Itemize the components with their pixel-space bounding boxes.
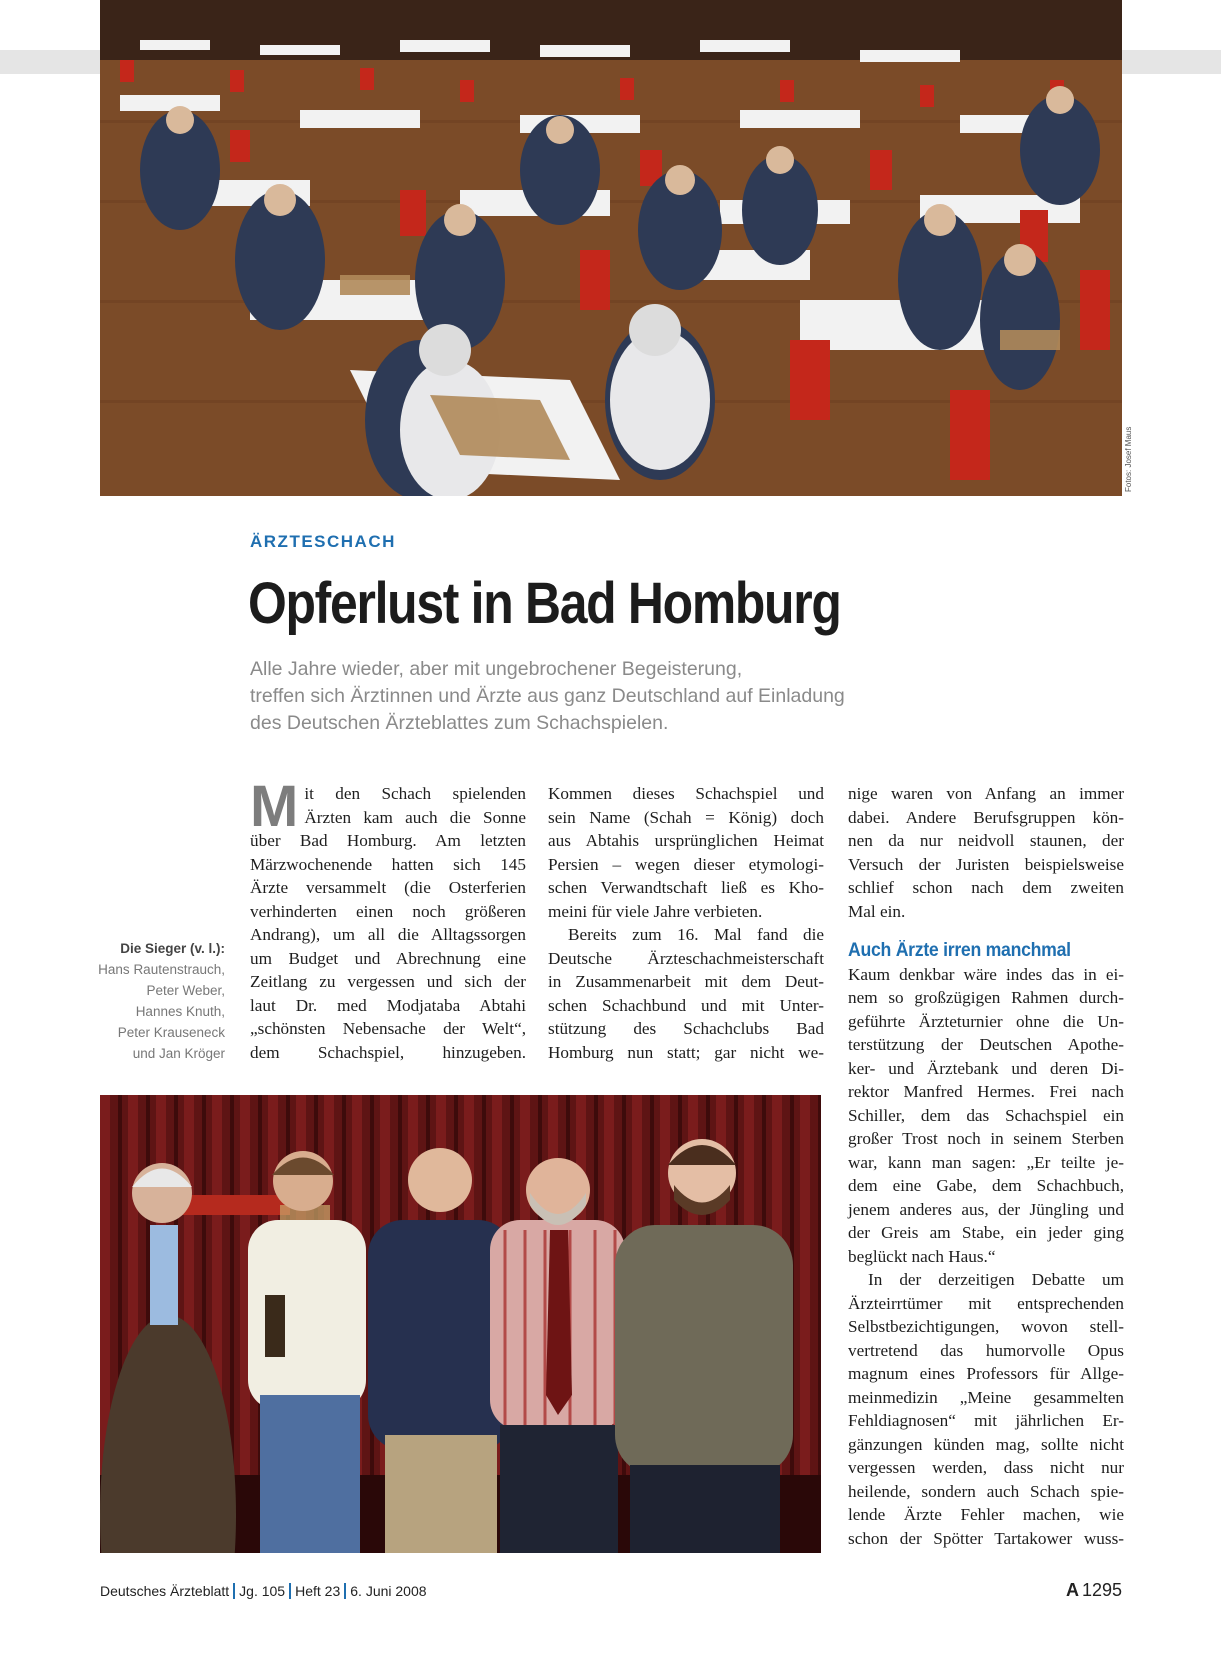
footer-date: 6. Juni 2008 xyxy=(350,1583,427,1599)
footer-journal: Deutsches Ärzteblatt xyxy=(100,1583,230,1599)
text-line: dem Schachspiel, hinzugeben. xyxy=(250,1042,526,1062)
text-line: lende Ärzte Fehler machen, wie xyxy=(848,1505,1124,1524)
text-line: schlief schon nach dem zweiten xyxy=(848,878,1124,897)
text-line: war, kann man sagen: „Er teilte je- xyxy=(848,1152,1124,1172)
drop-cap: M xyxy=(250,774,299,839)
text-line: Homburg nun statt; gar nicht we- xyxy=(548,1042,824,1062)
text-line: verhinderten einen noch größeren xyxy=(250,901,526,921)
footer-separator xyxy=(344,1583,346,1599)
text-line: Ärzteirrtümer mit entsprechenden xyxy=(848,1293,1124,1313)
text-line: um Budget und Abrechnung eine xyxy=(250,948,526,968)
text-line: Mal ein. xyxy=(848,901,906,921)
tournament-hall-illustration xyxy=(100,0,1122,496)
photo-caption xyxy=(60,938,225,1064)
text-line: beglückt nach Haus.“ xyxy=(848,1246,996,1266)
caption-line: Hannes Knuth, xyxy=(135,1004,225,1019)
text-line: schon der Spötter Tartakower wuss- xyxy=(848,1528,1124,1548)
text-line: terstützung der Deutschen Apothe- xyxy=(848,1035,1124,1054)
caption-line: und Jan Kröger xyxy=(132,1046,225,1061)
text-line: Fehldiagnosen“ mit jährlichen Er- xyxy=(848,1411,1124,1430)
text-line: Schiller, dem das Schachspiel ein xyxy=(848,1105,1124,1125)
footer-issue: Heft 23 xyxy=(295,1583,341,1599)
lead-line: des Deutschen Ärzteblattes zum Schachspielen. xyxy=(250,712,669,734)
winners-illustration xyxy=(100,1095,821,1553)
winners-photo xyxy=(100,1095,821,1553)
text-line: magnum eines Professors für Allge- xyxy=(848,1364,1124,1383)
text-line: Persien – wegen dieser etymologi- xyxy=(548,854,824,874)
text-line: Kaum denkbar wäre indes das in ei- xyxy=(848,964,1124,984)
footer-separator xyxy=(289,1583,291,1599)
text-line: laut Dr. med Modjataba Abtahi xyxy=(250,995,526,1015)
photo-credit: Fotos: Josef Maus xyxy=(1124,426,1133,492)
text-line: Ärzte versammelt (die Osterferien xyxy=(250,878,526,897)
footer-separator xyxy=(233,1583,235,1599)
text-line: heilende, sondern auch Schach spie- xyxy=(848,1481,1124,1501)
page-prefix: A xyxy=(1065,1580,1079,1600)
text-line: Andrang), um all die Alltagssorgen xyxy=(250,925,526,944)
text-line: ker- und Ärztebank und deren Di- xyxy=(848,1058,1124,1078)
page-footer xyxy=(100,1583,427,1599)
text-line: sein Name (Schah = König) doch xyxy=(548,807,824,827)
text-line: Deutsche Ärzteschachmeisterschaft xyxy=(548,948,824,968)
article-headline: Opferlust in Bad Homburg xyxy=(248,571,841,636)
text-line: nem so großzügigen Rahmen durch- xyxy=(848,988,1124,1007)
text-line: dabei. Andere Berufsgruppen kön- xyxy=(848,807,1124,827)
tournament-hall-photo xyxy=(100,0,1122,496)
text-line: dem eine Gabe, dem Schachbuch, xyxy=(848,1176,1124,1195)
lead-line: Alle Jahre wieder, aber mit ungebrochener Begeisterung, xyxy=(250,658,743,680)
text-line: schen Verwandtschaft ließ es Kho- xyxy=(548,878,824,897)
lead-line: treffen sich Ärztinnen und Ärzte aus ganz Deutschland auf Einladung xyxy=(250,685,845,707)
caption-line: Hans Rautenstrauch, xyxy=(98,962,225,977)
text-line: Kommen dieses Schachspiel und xyxy=(548,784,824,803)
text-line: Bereits zum 16. Mal fand die xyxy=(568,925,824,944)
text-line: gänzungen künden mag, sollte nicht xyxy=(848,1434,1124,1454)
text-line: über Bad Homburg. Am letzten xyxy=(250,831,526,850)
text-line: der Greis am Stabe, ein jeder ging xyxy=(848,1223,1124,1242)
article-column-1 xyxy=(250,774,526,1064)
page-number-value: 1295 xyxy=(1081,1580,1122,1600)
caption-line: Peter Weber, xyxy=(146,983,225,998)
text-line: nen da nur neidvoll staunen, der xyxy=(848,831,1124,850)
text-line: aus Abtahis ursprünglichen Heimat xyxy=(548,831,824,850)
text-line: Ärzten kam auch die Sonne xyxy=(304,807,526,827)
page-number xyxy=(1066,1580,1122,1601)
text-line: Selbstbezichtigungen, wovon stell- xyxy=(848,1317,1124,1336)
text-line: vertretend das humorvolle Opus xyxy=(848,1340,1124,1360)
text-line: „schönsten Nebensache der Welt“, xyxy=(250,1019,526,1038)
text-line: jenem anderes aus, der Jüngling und xyxy=(848,1199,1124,1219)
article-subhead: Auch Ärzte irren manchmal xyxy=(848,940,1071,961)
text-line: In der derzeitigen Debatte um xyxy=(868,1270,1124,1289)
text-line: meinmedizin „Meine gesammelten xyxy=(848,1387,1124,1407)
text-line: Zeitlang zu vergessen und sich der xyxy=(250,972,526,991)
text-line: stützung des Schachclubs Bad xyxy=(548,1019,824,1038)
caption-title: Die Sieger (v. l.): xyxy=(120,941,225,956)
text-line: Märzwochenende hatten sich 145 xyxy=(250,854,526,874)
article-lead xyxy=(250,656,970,737)
text-line: it den Schach spielenden xyxy=(304,784,526,803)
text-line: Versuch der Juristen beispielsweise xyxy=(848,854,1124,874)
text-line: nige waren von Anfang an immer xyxy=(848,784,1124,803)
text-line: schen Schachbund und mit Unter- xyxy=(548,995,824,1015)
article-column-2 xyxy=(548,782,824,1064)
text-line: vergessen werden, dass nicht nur xyxy=(848,1458,1124,1477)
section-kicker: ÄRZTESCHACH xyxy=(250,532,396,551)
text-line: großer Trost noch in seinem Sterben xyxy=(848,1129,1124,1148)
text-line: in Zusammenarbeit mit dem Deut- xyxy=(548,972,824,991)
caption-line: Peter Krauseneck xyxy=(117,1025,225,1040)
text-line: meini für viele Jahre verbieten. xyxy=(548,901,763,921)
article-column-3 xyxy=(848,782,1124,1550)
text-line: rektor Manfred Hermes. Frei nach xyxy=(848,1082,1124,1101)
text-line: geführte Ärzteturnier ohne die Un- xyxy=(848,1011,1124,1031)
footer-volume: Jg. 105 xyxy=(239,1583,286,1599)
